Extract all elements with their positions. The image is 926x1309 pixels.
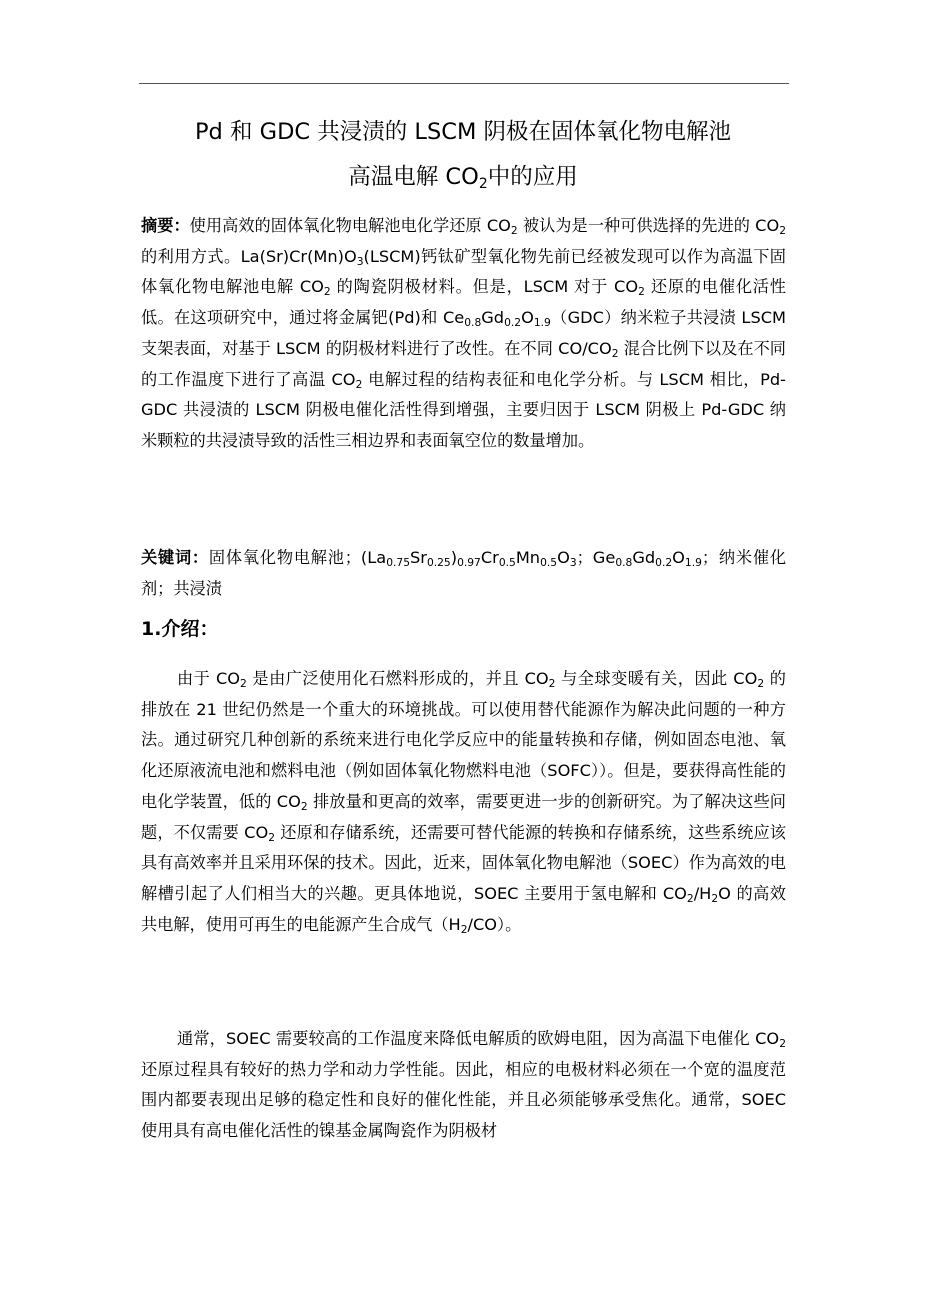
paragraph-intro-1 bbox=[141, 664, 786, 940]
subscript: 0.25 bbox=[426, 556, 451, 570]
subscript: 2 bbox=[779, 1037, 786, 1051]
subscript: 2 bbox=[611, 347, 619, 361]
subscript: 0.5 bbox=[540, 556, 558, 570]
abstract-text: （GDC）纳米粒子共浸渍 LSCM 支架表面，对基于 LSCM 的阴极材料进行了改性。在不同 CO/CO bbox=[141, 308, 786, 358]
para-text: 通常，SOEC 需要较高的工作温度来降低电解质的欧姆电阻，因为高温下电催化 CO bbox=[177, 1029, 780, 1048]
keyword-text: Gd bbox=[632, 548, 656, 567]
para-text: 由于 CO bbox=[177, 669, 240, 688]
title-line-1: Pd 和 GDC 共浸渍的 LSCM 阴极在固体氧化物电解池 bbox=[194, 119, 732, 145]
para-text: /H bbox=[693, 883, 712, 903]
subscript: 0.97 bbox=[457, 556, 481, 570]
subscript: 0.5 bbox=[498, 556, 516, 570]
title-line-2 bbox=[120, 159, 806, 191]
title-subscript: 2 bbox=[478, 176, 488, 193]
subscript: 2 bbox=[239, 677, 247, 691]
keyword-text: 固体氧化物电解池；(La bbox=[208, 548, 387, 567]
subscript: 2 bbox=[355, 377, 363, 391]
subscript: 0.75 bbox=[386, 556, 410, 570]
subscript: 2 bbox=[638, 285, 645, 299]
abstract-text: Gd bbox=[481, 308, 505, 328]
abstract-text: O bbox=[521, 308, 534, 328]
keyword-text: Sr bbox=[410, 548, 427, 567]
para-text: 还原过程具有较好的热力学和动力学性能。因此，相应的电极材料必须在一个宽的温度范围内都要表现出足够的稳定性和良好的催化性能，并且必须能够承受焦化。通常，SOEC 使用具有高电催化活性的镍基金属陶瓷作为阴极材 bbox=[141, 1059, 786, 1141]
para-text: O 的高效共电解，使用可再生的电能源产生合成气（H bbox=[141, 883, 786, 934]
abstract-text: 使用高效的固体氧化物电解池电化学还原 CO bbox=[189, 216, 511, 235]
subscript: 2 bbox=[323, 285, 331, 299]
keyword-text: ) bbox=[450, 548, 458, 567]
subscript: 0.2 bbox=[504, 316, 522, 330]
subscript: 2 bbox=[460, 922, 468, 936]
abstract-text: 的陶瓷阴极材料。但是，LSCM 对于 CO bbox=[330, 277, 639, 297]
abstract-text: 还原的电催化活性低。在这项研究中，通过将金属钯(Pd)和 Ce bbox=[141, 277, 786, 328]
abstract-text: 的利用方式。La(Sr)Cr(Mn)O bbox=[141, 246, 357, 266]
subscript: 0.2 bbox=[655, 556, 673, 570]
para-text: 与全球变暖有关，因此 CO bbox=[555, 669, 758, 688]
subscript: 0.8 bbox=[464, 316, 482, 330]
section-heading: 1.介绍： bbox=[141, 618, 219, 640]
para-text: 的排放在 21 世纪仍然是一个重大的环境挑战。可以使用替代能源作为解决此问题的一种方法。通过研究几种创新的系统来进行电化学反应中的能量转换和存储，例如固态电池、氧化还原液流电池和燃料电池（例如固体氧化物燃料电池（SOFC））。但是，要获得高性能的电化学装置，低的 CO bbox=[141, 669, 786, 811]
keywords bbox=[141, 543, 786, 604]
paragraph-intro-2 bbox=[141, 1024, 786, 1147]
subscript: 2 bbox=[268, 830, 276, 844]
keyword-text: ；纳米催化剂；共浸渍 bbox=[141, 548, 787, 598]
keyword-text: O bbox=[672, 548, 685, 567]
para-text: 是由广泛使用化石燃料形成的，并且 CO bbox=[246, 669, 549, 688]
keyword-text: Cr bbox=[480, 548, 499, 567]
keyword-text: O bbox=[557, 548, 570, 567]
subscript: 1.9 bbox=[684, 556, 702, 570]
abstract-text: 混合比例下以及在不同的工作温度下进行了高温 CO bbox=[141, 338, 786, 389]
subscript: 2 bbox=[757, 677, 765, 691]
subscript: 2 bbox=[300, 800, 308, 814]
keyword-text: Mn bbox=[515, 548, 541, 567]
title-text-b: 中的应用 bbox=[487, 164, 578, 190]
subscript: 2 bbox=[779, 224, 786, 238]
para-text: 排放量和更高的效率，需要更进一步的创新研究。为了解决这些问题，不仅需要 CO bbox=[141, 791, 786, 842]
subscript: 0.8 bbox=[615, 556, 633, 570]
abstract-text: 电解过程的结构表征和电化学分析。与 LSCM 相比，Pd-GDC 共浸渍的 LSCM 阴极电催化活性得到增强，主要归因于 LSCM 阴极上 Pd-GDC 纳米颗粒的共浸渍导致的活性三相边界和表面氧空位的数量增加。 bbox=[141, 369, 786, 450]
abstract bbox=[141, 211, 786, 457]
para-text: /CO）。 bbox=[467, 914, 522, 934]
keyword-text: ；Ge bbox=[576, 548, 616, 567]
abstract-text: 被认为是一种可供选择的先进的 CO bbox=[517, 216, 780, 235]
para-text: 还原和存储系统，还需要可替代能源的转换和存储系统，这些系统应该具有高效率并且采用环保的技术。因此，近来，固体氧化物电解池（SOEC）作为高效的电解槽引起了人们相当大的兴趣。更具体地说，SOEC 主要用于氢电解和 CO bbox=[141, 822, 786, 903]
subscript: 3 bbox=[569, 556, 577, 570]
abstract-label: 摘要： bbox=[141, 216, 190, 235]
subscript: 2 bbox=[510, 224, 518, 238]
subscript: 2 bbox=[686, 892, 694, 906]
subscript: 1.9 bbox=[533, 316, 551, 330]
title-text-a: 高温电解 CO bbox=[348, 164, 479, 190]
abstract-text: (LSCM)钙钛矿型氧化物先前已经被发现可以作为高温下固体氧化物电解池电解 CO bbox=[141, 246, 786, 297]
keywords-label: 关键词： bbox=[141, 548, 209, 567]
subscript: 3 bbox=[356, 254, 364, 268]
subscript: 2 bbox=[711, 892, 719, 906]
header-rule bbox=[139, 83, 789, 84]
subscript: 2 bbox=[548, 677, 556, 691]
